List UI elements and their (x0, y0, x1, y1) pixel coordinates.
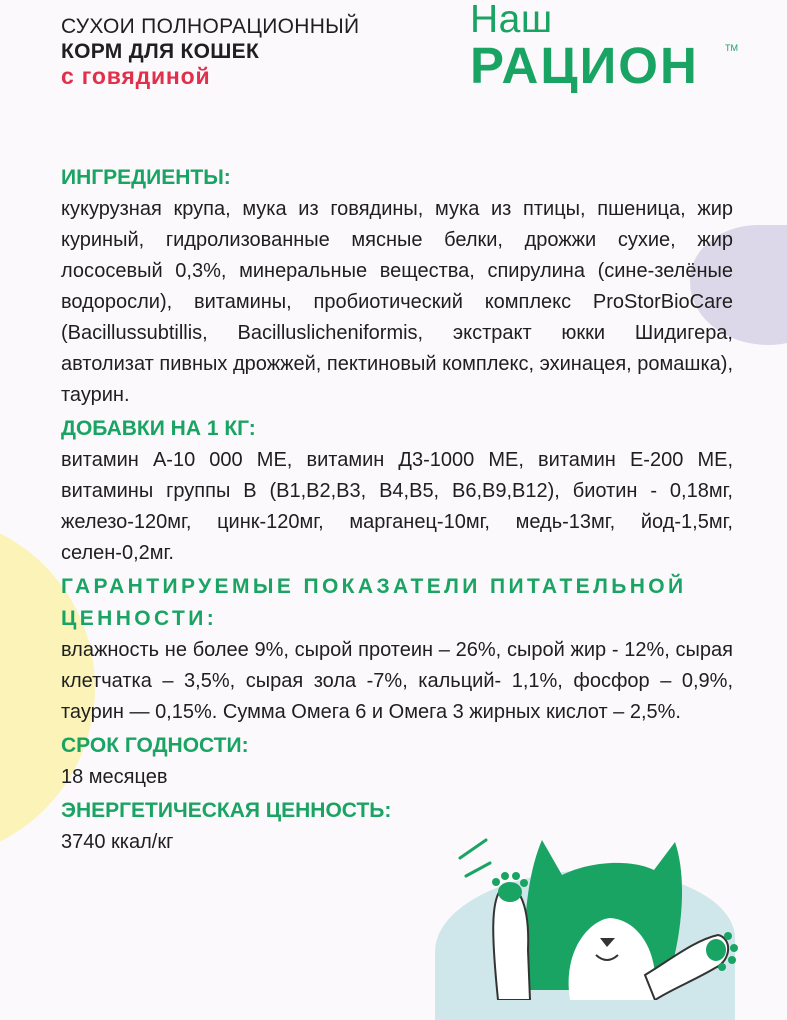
nutrition-title: ГАРАНТИРУЕМЫЕ ПОКАЗАТЕЛИ ПИТАТЕЛЬНОЙ ЦЕННОСТИ: (61, 575, 687, 630)
product-header (61, 14, 359, 89)
cat-illustration (450, 800, 750, 1000)
energy-title: ЭНЕРГЕТИЧЕСКАЯ ЦЕННОСТЬ: (61, 799, 392, 822)
ingredients-text: кукурузная крупа, мука из говядины, мука из птицы, пшеница, жир куриный, гидролизованные мясные белки, дрожжи сухие, жир лососевый 0,3%, минеральные вещества, спирулина (сине-зелёные водоросли), витамины, пробиотический комплекс ProStorBioCare (Bacillussubtillis, Bacilluslicheniformis, экстракт юкки Шидигера, автолизат пивных дрожжей, пектиновый комплекс, эхинацея, ромашка), таурин. (61, 198, 733, 406)
brand-logo (470, 0, 738, 94)
header-line-1: СУХОИ ПОЛНОРАЦИОННЫЙ (61, 15, 360, 38)
logo-tm: TM (725, 43, 738, 53)
nutrition-text: влажность не более 9%, сырой протеин – 26%, сырой жир - 12%, сырая клетчатка – 3,5%, сырая зола -7%, кальций- 1,1%, фосфор – 0,9%, таурин — 0,15%. Сумма Омега 6 и Омега 3 жирных кислот – 2,5%. (61, 639, 733, 723)
logo-big-text: РАЦИОН (470, 37, 699, 94)
shelf-life-title: СРОК ГОДНОСТИ: (61, 734, 249, 757)
additives-title: ДОБАВКИ НА 1 КГ: (61, 417, 256, 440)
energy-text: 3740 ккал/кг (61, 831, 174, 853)
product-info (61, 162, 733, 860)
header-line-2: КОРМ ДЛЯ КОШЕК (61, 40, 260, 63)
motion-lines-icon (460, 840, 490, 876)
ingredients-title: ИНГРЕДИЕНТЫ: (61, 166, 231, 189)
header-line-3: с говядиной (61, 63, 211, 89)
cat-paw-left-icon (492, 872, 530, 1000)
logo-small-text: Наш (470, 0, 553, 41)
additives-text: витамин А-10 000 МЕ, витамин Д3-1000 МЕ, витамин Е-200 МЕ, витамины группы В (В1,В2,В3, В4,В5, В6,В9,В12), биотин - 0,18мг, железо-120мг, цинк-120мг, марганец-10мг, медь-13мг, йод-1,5мг, селен-0,2мг. (61, 449, 733, 564)
shelf-life-text: 18 месяцев (61, 766, 168, 788)
